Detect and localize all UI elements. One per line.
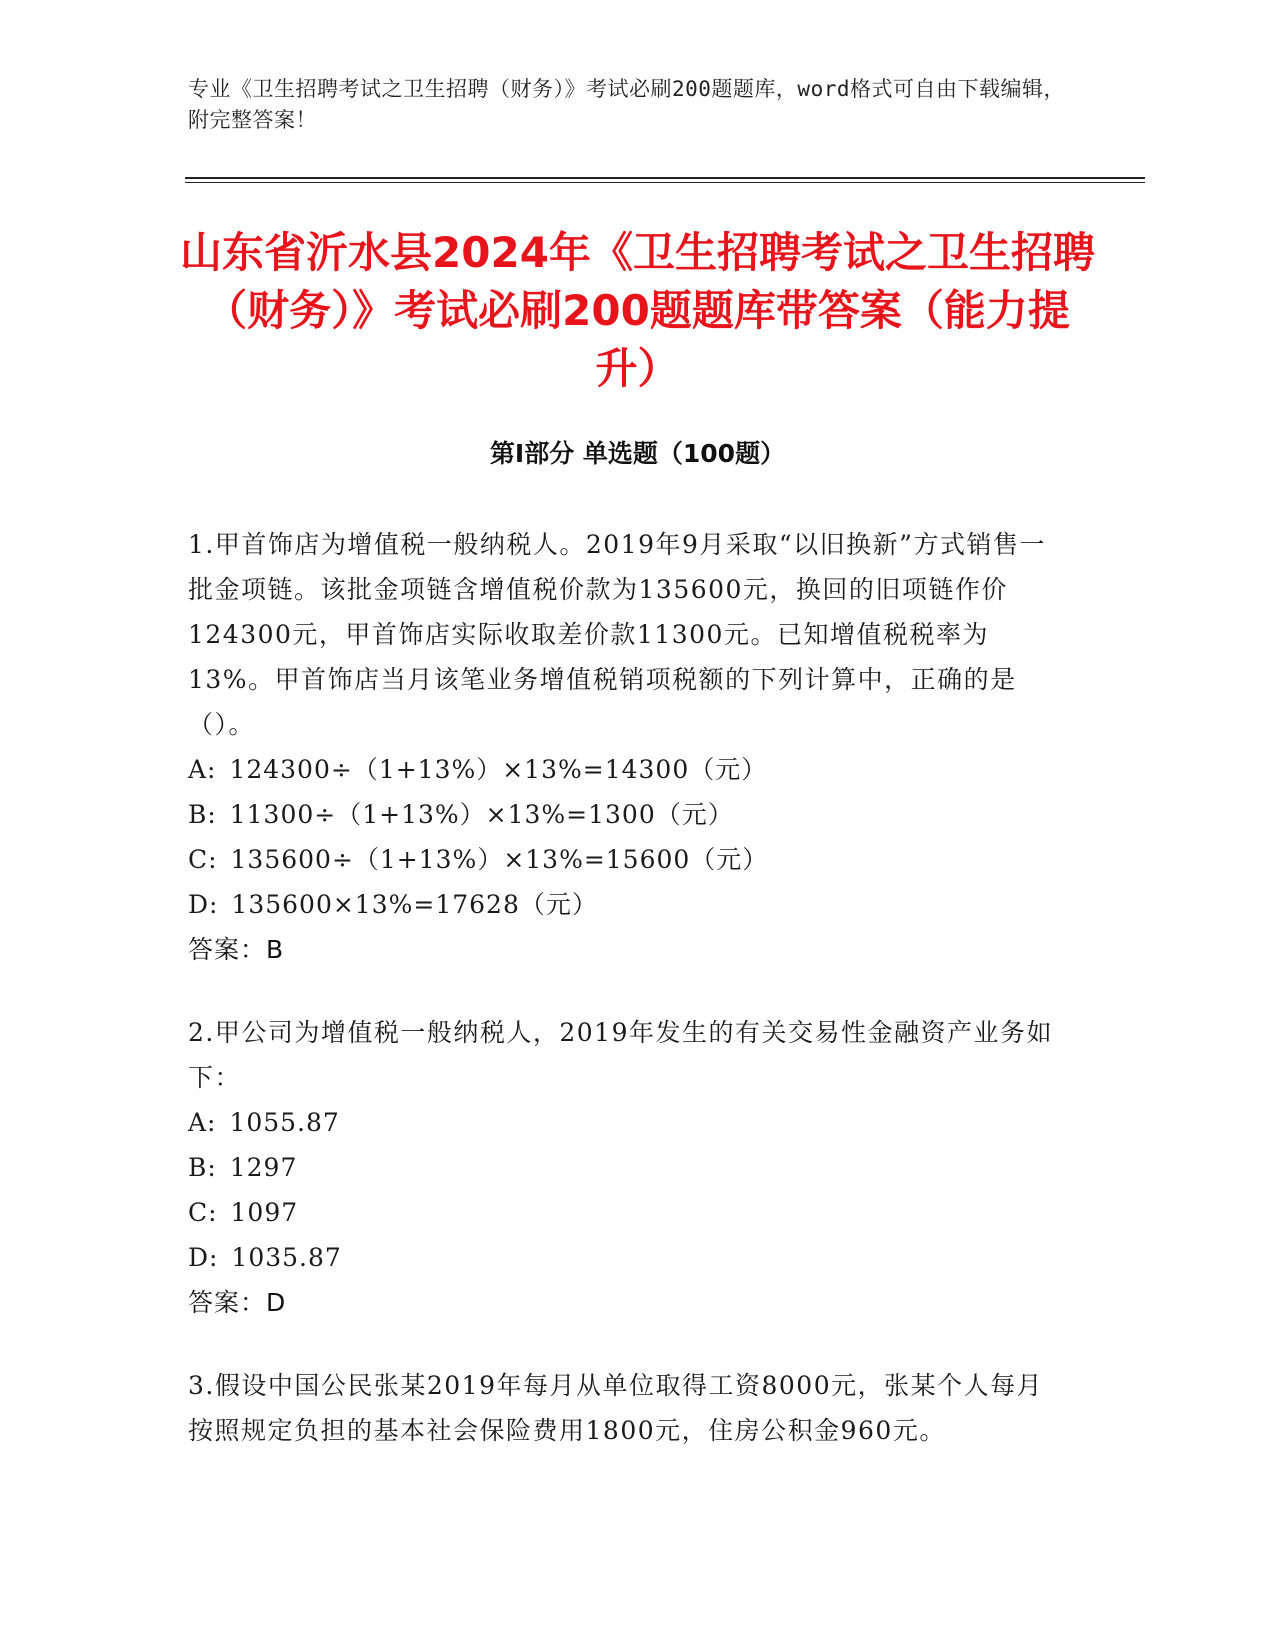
- question-stem: 1.甲首饰店为增值税一般纳税人。2019年9月采取“以旧换新”方式销售一批金项链。该批金项链含增值税价款为135600元，换回的旧项链作价124300元，甲首饰店实际收取差价款11300元。已知增值税税率为13%。甲首饰店当月该笔业务增值税销项税额的下列计算中，正确的是（）。: [188, 530, 1046, 739]
- option-text: 1055.87: [229, 1108, 340, 1137]
- option-letter: B:: [188, 800, 217, 829]
- answer: 答案：D: [188, 1288, 287, 1317]
- header-divider-thin: [185, 182, 1145, 183]
- option-b: [188, 792, 1068, 837]
- section-heading: 第Ⅰ部分 单选题（100题）: [489, 439, 786, 468]
- question-1: [188, 522, 1068, 972]
- option-text: 1297: [229, 1153, 298, 1182]
- document-title: 山东省沂水县2024年《卫生招聘考试之卫生招聘（财务）》考试必刷200题题库带答案（能力提升）: [180, 228, 1095, 393]
- option-letter: A:: [188, 755, 217, 784]
- option-text: 135600×13%=17628（元）: [231, 890, 598, 919]
- option-text: 11300÷（1+13%）×13%=1300（元）: [229, 800, 734, 829]
- option-c: [188, 1190, 1068, 1235]
- option-text: 1035.87: [231, 1243, 342, 1272]
- header-note: 专业《卫生招聘考试之卫生招聘（财务）》考试必刷200题题库，word格式可自由下载编辑，附完整答案！: [188, 77, 1065, 132]
- question-list: [188, 522, 1068, 1491]
- question-stem: 2.甲公司为增值税一般纳税人，2019年发生的有关交易性金融资产业务如下：: [188, 1018, 1053, 1092]
- question-2: [188, 1010, 1068, 1325]
- option-a: [188, 747, 1068, 792]
- option-text: 1097: [230, 1198, 299, 1227]
- option-c: [188, 837, 1068, 882]
- option-d: [188, 1235, 1068, 1280]
- option-letter: C:: [188, 1198, 218, 1227]
- option-text: 124300÷（1+13%）×13%=14300（元）: [229, 755, 768, 784]
- option-letter: A:: [188, 1108, 217, 1137]
- question-stem: 3.假设中国公民张某2019年每月从单位取得工资8000元，张某个人每月按照规定负担的基本社会保险费用1800元，住房公积金960元。: [188, 1371, 1044, 1445]
- question-3: [188, 1363, 1068, 1453]
- option-d: [188, 882, 1068, 927]
- header-divider-thick: [185, 177, 1145, 179]
- option-letter: B:: [188, 1153, 217, 1182]
- option-text: 135600÷（1+13%）×13%=15600（元）: [230, 845, 769, 874]
- option-a: [188, 1100, 1068, 1145]
- option-letter: D:: [188, 890, 219, 919]
- option-letter: D:: [188, 1243, 219, 1272]
- option-b: [188, 1145, 1068, 1190]
- answer: 答案：B: [188, 935, 285, 964]
- option-letter: C:: [188, 845, 218, 874]
